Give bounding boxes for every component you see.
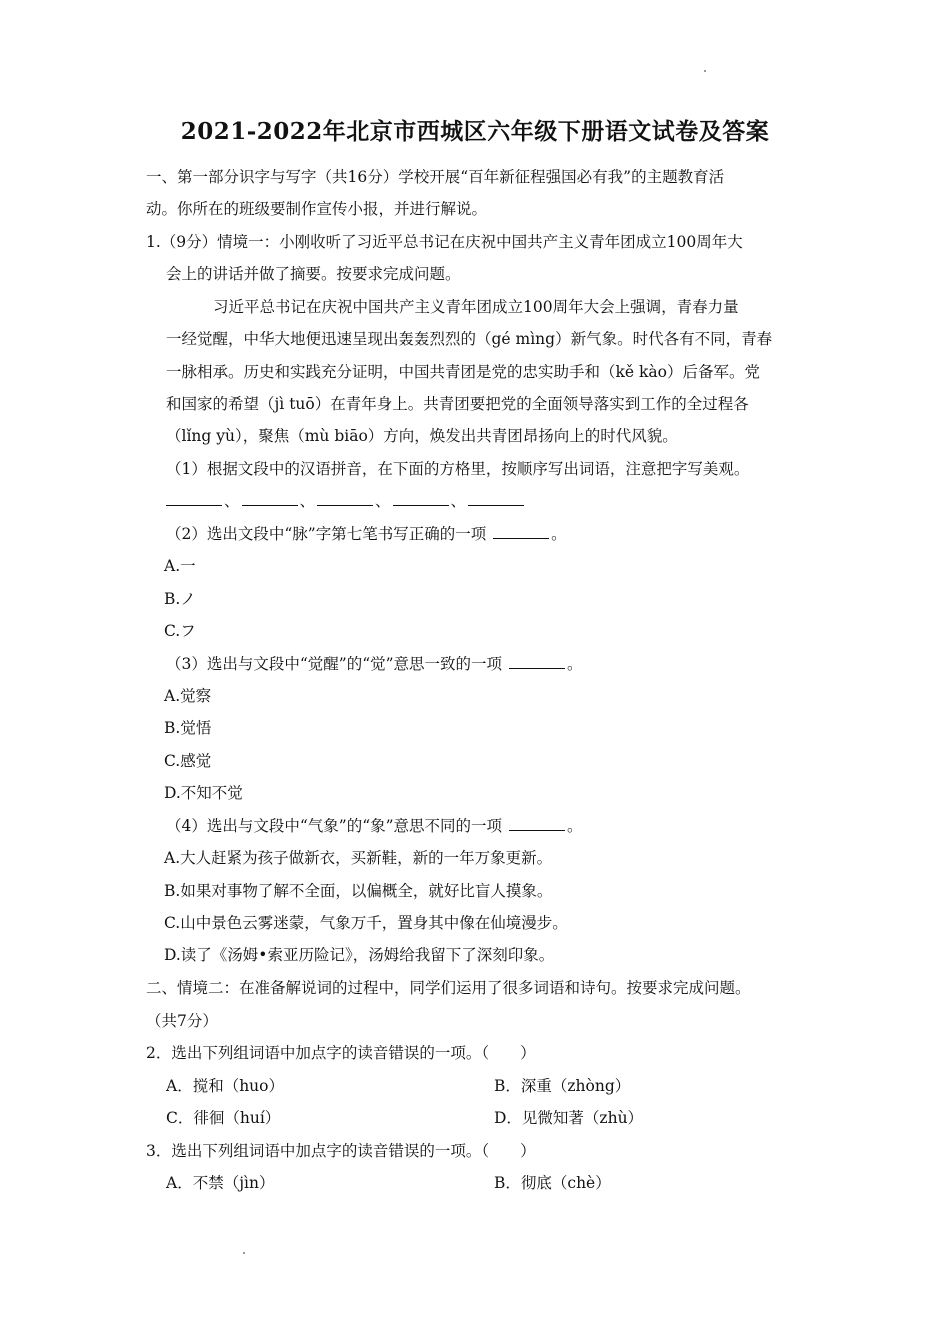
sub-question-4: （4）选出与文段中“气象”的“象”意思不同的一项 。 [166, 817, 583, 835]
answer-blank[interactable] [493, 524, 549, 539]
option: D．见微知著（zhù） [494, 1109, 644, 1127]
option: A．不禁（jìn） [166, 1174, 275, 1192]
q1-heading-line2: 会上的讲话并做了摘要。按要求完成问题。 [166, 265, 461, 283]
option: A.一 [164, 557, 196, 575]
option: A.大人赶紧为孩子做新衣，买新鞋，新的一年万象更新。 [164, 849, 553, 867]
option: C．徘徊（huí） [166, 1109, 281, 1127]
passage-line: 一脉相承。历史和实践充分证明，中国共青团是党的忠实助手和（kě kào）后备军。党 [166, 363, 760, 381]
answer-blank[interactable] [393, 491, 449, 506]
answer-blank[interactable] [468, 491, 524, 506]
q2-stem: 2．选出下列组词语中加点字的读音错误的一项。（ ） [146, 1044, 536, 1062]
sub-question-3: （3）选出与文段中“觉醒”的“觉”意思一致的一项 。 [166, 655, 583, 673]
q1-heading-line1: 1.（9分）情境一：小刚收听了习近平总书记在庆祝中国共产主义青年团成立100周年大 [146, 233, 743, 251]
option: B.如果对事物了解不全面，以偏概全，就好比盲人摸象。 [164, 882, 553, 900]
option: B.觉悟 [164, 719, 212, 737]
option: D.不知不觉 [164, 784, 243, 802]
passage-line: 习近平总书记在庆祝中国共产主义青年团成立100周年大会上强调，青春力量 [213, 298, 739, 316]
answer-blanks-row: 、 、 、 、 [164, 490, 526, 512]
option: C.山中景色云雾迷蒙，气象万千，置身其中像在仙境漫步。 [164, 914, 568, 932]
scan-mark [704, 70, 706, 72]
passage-line: 和国家的希望（jì tuō）在青年身上。共青团要把党的全面领导落实到工作的全过程各 [166, 395, 749, 413]
part1-intro-line2: 动。你所在的班级要制作宣传小报，并进行解说。 [146, 200, 488, 218]
option: C.感觉 [164, 752, 212, 770]
answer-blank[interactable] [317, 491, 373, 506]
q3-stem: 3．选出下列组词语中加点字的读音错误的一项。（ ） [146, 1142, 536, 1160]
page-title: 2021-2022年北京市西城区六年级下册语文试卷及答案 [180, 118, 770, 145]
scan-mark [243, 1252, 245, 1254]
answer-blank[interactable] [242, 491, 298, 506]
sub-question-1: （1）根据文段中的汉语拼音，在下面的方格里，按顺序写出词语，注意把字写美观。 [166, 460, 750, 478]
part2-intro-line1: 二、情境二：在准备解说词的过程中，同学们运用了很多词语和诗句。按要求完成问题。 [146, 979, 751, 997]
passage-line: （lǐng yù），聚焦（mù biāo）方向，焕发出共青团昂扬向上的时代风貌。 [166, 427, 678, 445]
option: B．深重（zhòng） [494, 1077, 631, 1095]
answer-blank[interactable] [509, 654, 565, 669]
option: D.读了《汤姆•索亚历险记》，汤姆给我留下了深刻印象。 [164, 946, 555, 964]
part2-intro-line2: （共7分） [146, 1012, 218, 1030]
part1-intro-line1: 一、第一部分识字与写字（共16分）学校开展“百年新征程强国必有我”的主题教育活 [146, 168, 725, 186]
option: B.ノ [164, 590, 196, 608]
option: A．搅和（huo） [166, 1077, 284, 1095]
answer-blank[interactable] [509, 816, 565, 831]
option: C.フ [164, 622, 196, 640]
answer-blank[interactable] [166, 491, 222, 506]
option: B．彻底（chè） [494, 1174, 611, 1192]
passage-line: 一经觉醒，中华大地便迅速呈现出轰轰烈烈的（gé mìng）新气象。时代各有不同，青春 [166, 330, 773, 348]
option: A.觉察 [164, 687, 212, 705]
sub-question-2: （2）选出文段中“脉”字第七笔书写正确的一项 。 [166, 525, 567, 543]
